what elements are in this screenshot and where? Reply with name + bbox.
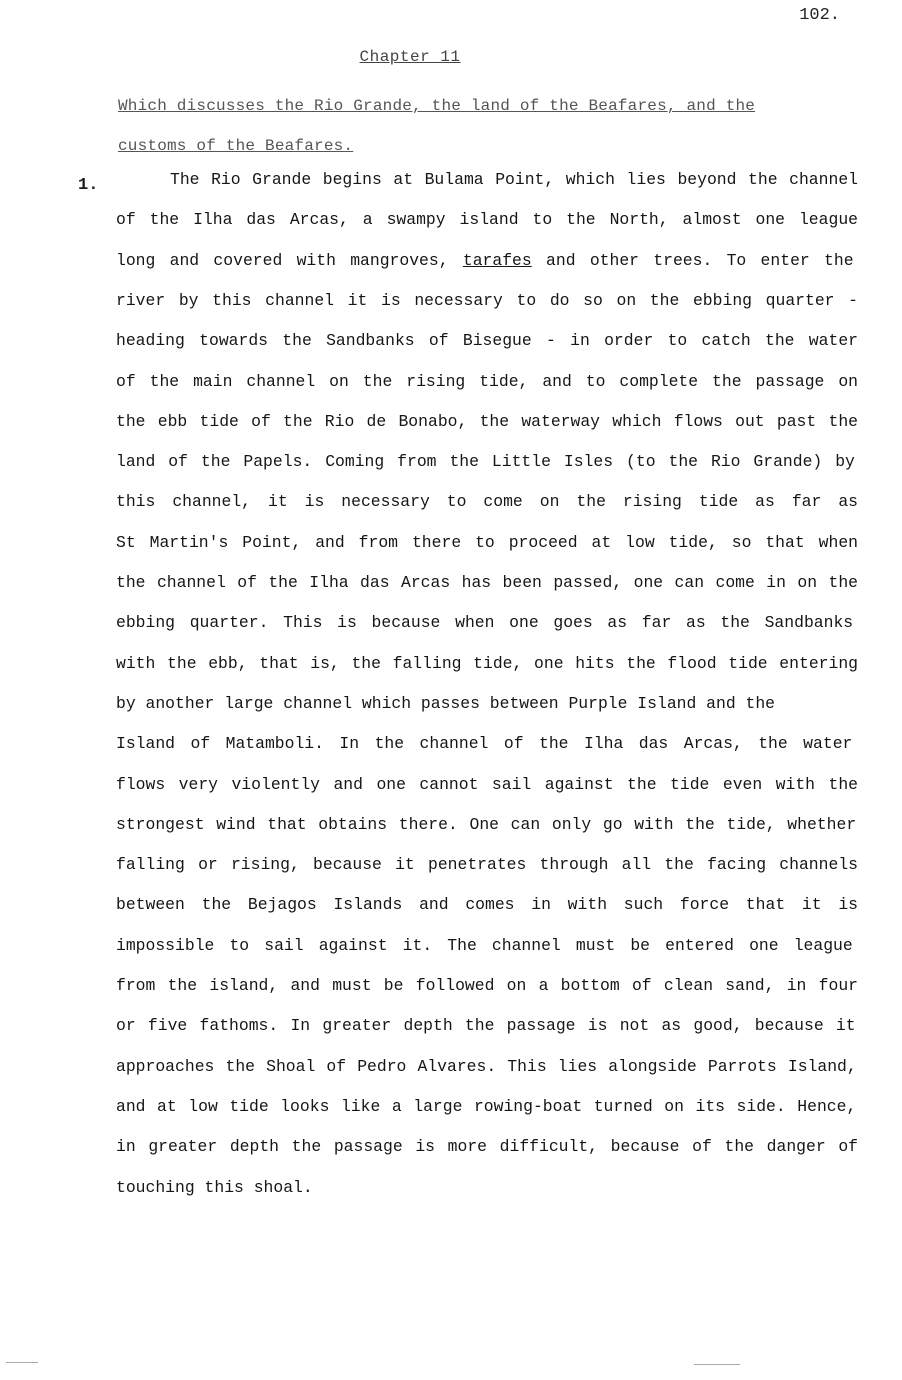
line-segment: long and covered with mangroves, — [116, 250, 463, 270]
body-line — [116, 855, 858, 874]
body-line — [170, 170, 858, 189]
line-segment: Island of Matamboli. In the channel of the Ilha das Arcas, the water — [116, 734, 853, 754]
line-segment: the channel of the Ilha das Arcas has been passed, one can come in on the — [116, 573, 858, 592]
chapter-subtitle: Which discusses the Rio Grande, the land of the Beafares, and the customs of the Beafares. — [118, 97, 756, 155]
line-segment: falling or rising, because it penetrates through all the facing channels — [116, 855, 858, 875]
line-segment: with the ebb, that is, the falling tide, one hits the flood tide entering — [116, 653, 858, 673]
body-line — [116, 1097, 856, 1116]
line-segment: and other trees. To enter the — [531, 250, 854, 270]
line-segment: impossible to sail against it. The channel must be entered one league — [116, 935, 853, 955]
body-line — [116, 734, 852, 753]
line-segment: between the Bejagos Islands and comes in with such force that it is — [116, 895, 858, 915]
scan-mark-bottom-left — [6, 1362, 38, 1363]
body-line — [116, 492, 858, 511]
body-line — [116, 976, 858, 995]
body-line — [116, 412, 858, 431]
line-segment: The Rio Grande begins at Bulama Point, which lies beyond the channel — [170, 170, 858, 189]
line-segment: land of the Papels. Coming from the Little Isles (to the Rio Grande) by — [116, 452, 855, 472]
body-line — [116, 613, 853, 632]
line-segment: strongest wind that obtains there. One can only go with the tide, whether — [116, 814, 857, 834]
body-line — [116, 895, 858, 914]
line-segment: this channel, it is necessary to come on the rising tide as far as — [116, 492, 858, 512]
line-segment: of the main channel on the rising tide, and to complete the passage on — [116, 371, 858, 391]
body-line — [116, 251, 854, 270]
body-line — [116, 452, 855, 471]
paragraph-number: 1. — [78, 176, 99, 195]
body-line — [116, 331, 858, 350]
body-line — [116, 654, 858, 673]
body-line — [116, 775, 858, 794]
line-segment: ebbing quarter. This is because when one goes as far as the Sandbanks — [116, 613, 854, 633]
line-segment: in greater depth the passage is more difficult, because of the danger of — [116, 1137, 858, 1157]
line-segment: St Martin's Point, and from there to proceed at low tide, so that when — [116, 532, 858, 552]
body-line — [116, 1016, 856, 1035]
body-line — [116, 573, 858, 592]
line-segment: flows very violently and one cannot sail against the tide even with the — [116, 774, 858, 794]
line-segment: and at low tide looks like a large rowing-boat turned on its side. Hence, — [116, 1096, 857, 1116]
body-line — [116, 210, 858, 229]
scan-mark-bottom-right — [694, 1364, 740, 1365]
body-line — [116, 372, 858, 391]
body-line — [116, 291, 858, 310]
chapter-title: Chapter 11 — [359, 48, 461, 66]
body-line — [116, 694, 775, 713]
line-segment: or five fathoms. In greater depth the passage is not as good, because it — [116, 1016, 856, 1036]
body-line — [116, 936, 853, 955]
line-segment: of the Ilha das Arcas, a swampy island to the North, almost one league — [116, 210, 858, 230]
body-line — [116, 1057, 857, 1076]
line-segment: touching this shoal. — [116, 1177, 313, 1197]
body-line — [116, 1137, 858, 1156]
page-number: 102. — [799, 6, 840, 25]
line-segment: heading towards the Sandbanks of Bisegue - in order to catch the water — [116, 331, 858, 351]
body-line — [116, 533, 858, 552]
line-segment: the ebb tide of the Rio de Bonabo, the waterway which flows out past the — [116, 411, 858, 431]
body-line — [116, 1178, 313, 1197]
body-line — [116, 815, 856, 834]
line-segment: approaches the Shoal of Pedro Alvares. This lies alongside Parrots Island, — [116, 1056, 857, 1076]
line-segment: by another large channel which passes between Purple Island and the — [116, 693, 776, 713]
line-segment: from the island, and must be followed on a bottom of clean sand, in four — [116, 976, 858, 995]
line-segment: river by this channel it is necessary to do so on the ebbing quarter - — [116, 290, 858, 310]
line-segment: tarafes — [462, 250, 532, 270]
